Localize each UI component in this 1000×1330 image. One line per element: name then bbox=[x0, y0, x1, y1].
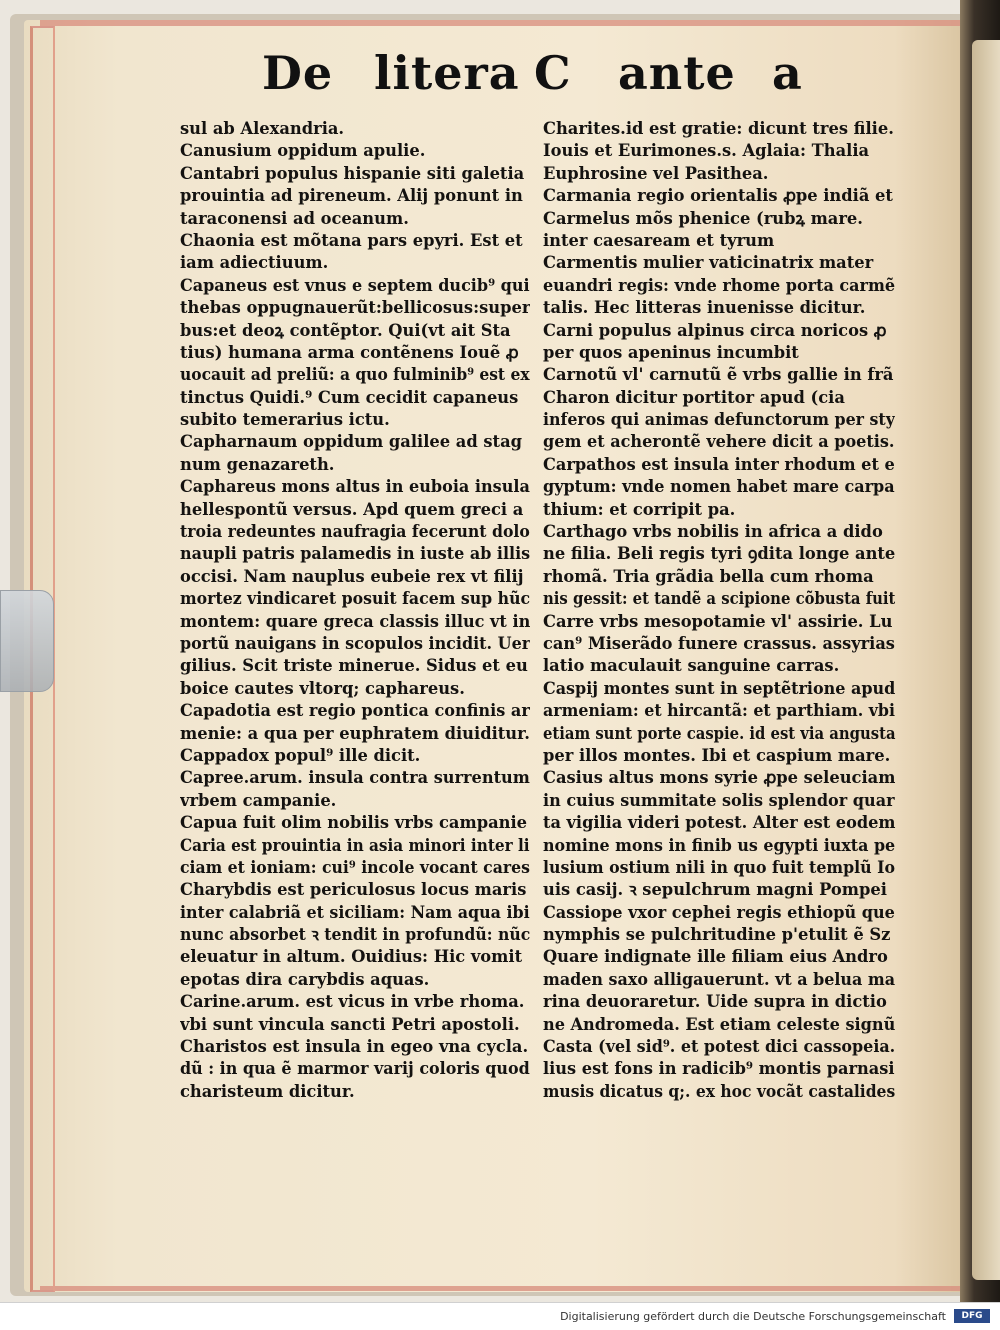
text-line: Charybdis est periculosus locus maris bbox=[180, 880, 527, 900]
text-line: Chaonia est mõtana pars epyri. Est et bbox=[180, 230, 523, 250]
text-line: talis. Hec litteras inuenisse dicitur. bbox=[543, 298, 866, 318]
text-line: Carthago vrbs nobilis in africa a dido bbox=[543, 522, 883, 542]
text-line: maden saxo alligauerunt. vt a belua ma bbox=[543, 969, 896, 989]
text-line: boice cautes vltorq; caphareus. bbox=[180, 678, 465, 698]
text-line: tius) humana arma contẽnens Iouẽ ꝓ bbox=[180, 342, 519, 362]
heading-word-c: C bbox=[534, 46, 572, 100]
text-line: nunc absorbet ꝛ tendit in profundũ: nũc bbox=[180, 925, 531, 945]
text-line: iam adiectiuum. bbox=[180, 253, 329, 273]
text-line: Carmentis mulier vaticinatrix mater bbox=[543, 253, 874, 273]
text-line: taraconensi ad oceanum. bbox=[180, 208, 409, 228]
text-line: Caphareus mons altus in euboia insula bbox=[180, 477, 530, 497]
text-line: prouintia ad pireneum. Alij ponunt in bbox=[180, 186, 523, 206]
dfg-logo: DFG bbox=[954, 1309, 990, 1323]
footer-credit: Digitalisierung gefördert durch die Deutsche Forschungsgemeinschaft bbox=[560, 1310, 946, 1323]
footer-bar bbox=[0, 1302, 1000, 1330]
text-line: euandri regis: vnde rhome porta carmẽ bbox=[543, 275, 895, 295]
text-line: latio maculauit sanguine carras. bbox=[543, 656, 840, 676]
text-line: troia redeuntes naufragia fecerunt dolo bbox=[180, 522, 530, 542]
text-line: num genazareth. bbox=[180, 454, 335, 474]
text-line: epotas dira carybdis aquas. bbox=[180, 969, 430, 989]
text-line: gyptum: vnde nomen habet mare carpa bbox=[543, 477, 895, 497]
text-line: Caria est prouintia in asia minori inter li bbox=[180, 835, 530, 855]
text-line: Caspij montes sunt in septẽtrione apud bbox=[543, 678, 896, 698]
facing-page-edge bbox=[972, 40, 1000, 1280]
text-line: musis dicatus q;. ex hoc vocãt castalides bbox=[543, 1081, 896, 1101]
text-line: inferos qui animas defunctorum per sty bbox=[543, 410, 895, 430]
text-line: subito temerarius ictu. bbox=[180, 410, 390, 430]
text-line: charisteum dicitur. bbox=[180, 1081, 355, 1101]
text-line: Cassiope vxor cephei regis ethiopũ que bbox=[543, 902, 895, 922]
text-line: uocauit ad preliũ: a quo fulminib⁹ est ex bbox=[180, 365, 530, 385]
text-line: ne filia. Beli regis tyri ꝯdita longe ante bbox=[543, 544, 895, 564]
text-line: bus:et deoꝝ contẽptor. Qui(vt ait Sta bbox=[180, 320, 511, 340]
text-line: Carine.arum. est vicus in vrbe rhoma. bbox=[180, 992, 525, 1012]
text-line: Iouis et Eurimones.s. Aglaia: Thalia bbox=[543, 141, 870, 161]
text-line: Casius altus mons syrie ꝓpe seleuciam bbox=[543, 768, 895, 788]
text-line: lius est fons in radicib⁹ montis parnasi bbox=[543, 1059, 895, 1079]
heading-word-de: De bbox=[262, 46, 334, 100]
text-line: Carre vrbs mesopotamie vl' assirie. Lu bbox=[543, 611, 893, 631]
text-line: uis casij. ꝛ sepulchrum magni Pompei bbox=[543, 880, 887, 900]
text-line: Casta (vel sid⁹. et potest dici cassopeia. bbox=[543, 1037, 896, 1057]
right-text-column bbox=[543, 118, 895, 1103]
text-line: Charon dicitur portitor apud (cia bbox=[543, 387, 845, 407]
text-line: ta vigilia videri potest. Alter est eodem bbox=[543, 813, 896, 833]
text-line: etiam sunt porte caspie. id est via angusta bbox=[543, 723, 896, 743]
text-line: per quos apeninus incumbit bbox=[543, 342, 799, 362]
text-line: Carni populus alpinus circa noricos ꝓ bbox=[543, 320, 887, 340]
text-line: Capharnaum oppidum galilee ad stag bbox=[180, 432, 523, 452]
text-line: eleuatur in altum. Ouidius: Hic vomit bbox=[180, 947, 523, 967]
heading-word-a: a bbox=[772, 46, 803, 100]
text-line: vbi sunt vincula sancti Petri apostoli. bbox=[180, 1014, 520, 1034]
text-line: Capaneus est vnus e septem ducib⁹ qui bbox=[180, 275, 530, 295]
text-line: Euphrosine vel Pasithea. bbox=[543, 163, 769, 183]
text-line: Cantabri populus hispanie siti galetia bbox=[180, 163, 525, 183]
text-line: nomine mons in finib us egypti iuxta pe bbox=[543, 835, 895, 855]
text-line: rina deuoraretur. Uide supra in dictio bbox=[543, 992, 887, 1012]
text-line: rhomã. Tria grãdia bella cum rhoma bbox=[543, 566, 874, 586]
text-line: hellespontũ versus. Apd quem greci a bbox=[180, 499, 524, 519]
text-line: ciam et ioniam: cui⁹ incole vocant cares bbox=[180, 857, 530, 877]
text-line: tinctus Quidi.⁹ Cum cecidit capaneus bbox=[180, 387, 519, 407]
page-clip bbox=[0, 590, 54, 692]
text-line: Carmania regio orientalis ꝓpe indiã et bbox=[543, 186, 893, 206]
text-line: lusium ostium nili in quo fuit templũ Io bbox=[543, 857, 896, 877]
page-edge-top bbox=[40, 20, 970, 26]
text-line: inter calabriã et siciliam: Nam aqua ibi bbox=[180, 902, 530, 922]
text-line: portũ nauigans in scopulos incidit. Uer bbox=[180, 633, 530, 653]
text-line: ne Andromeda. Est etiam celeste signũ bbox=[543, 1014, 896, 1034]
heading-word-litera: litera bbox=[374, 46, 520, 100]
text-line: Carpathos est insula inter rhodum et e bbox=[543, 454, 895, 474]
text-line: Carmelus mõs phenice (rubꝝ mare. bbox=[543, 208, 863, 228]
text-line: Quare indignate ille filiam eius Andro bbox=[543, 947, 888, 967]
text-line: naupli patris palamedis in iuste ab illis bbox=[180, 544, 530, 564]
text-line: Carnotũ vl' carnutũ ẽ vrbs gallie in frã bbox=[543, 365, 894, 385]
text-line: Charistos est insula in egeo vna cycla. bbox=[180, 1037, 529, 1057]
text-line: gem et acherontẽ vehere dicit a poetis. bbox=[543, 432, 895, 452]
text-line: nymphis se pulchritudine p'etulit ẽ Sz bbox=[543, 925, 891, 945]
heading-word-ante: ante bbox=[618, 46, 736, 100]
left-text-column bbox=[180, 118, 530, 1103]
text-line: in cuius summitate solis splendor quar bbox=[543, 790, 895, 810]
text-line: Cappadox popul⁹ ille dicit. bbox=[180, 745, 421, 765]
text-line: gilius. Scit triste minerue. Sidus et eu bbox=[180, 656, 528, 676]
text-line: inter caesaream et tyrum bbox=[543, 230, 775, 250]
text-line: armeniam: et hircantã: et parthiam. vbi bbox=[543, 701, 895, 721]
text-line: sul ab Alexandria. bbox=[180, 119, 345, 138]
text-line: dũ : in qua ẽ marmor varij coloris quod bbox=[180, 1059, 530, 1079]
page-heading bbox=[262, 46, 822, 106]
text-line: thium: et corripit pa. bbox=[543, 499, 736, 519]
text-line: Charites.id est gratie: dicunt tres filie. bbox=[543, 119, 894, 138]
text-line: nis gessit: et tandẽ a scipione cõbusta fuit bbox=[543, 589, 896, 609]
text-line: Capree.arum. insula contra surrentum bbox=[180, 768, 530, 788]
text-line: per illos montes. Ibi et caspium mare. bbox=[543, 745, 891, 765]
text-line: Canusium oppidum apulie. bbox=[180, 141, 426, 161]
text-line: Capadotia est regio pontica confinis ar bbox=[180, 701, 530, 721]
text-line: thebas oppugnauerũt:bellicosus:super bbox=[180, 298, 530, 318]
text-line: can⁹ Miserãdo funere crassus. assyrias bbox=[543, 633, 895, 653]
text-line: menie: a qua per euphratem diuiditur. bbox=[180, 723, 530, 743]
text-line: occisi. Nam nauplus eubeie rex vt filij bbox=[180, 566, 524, 586]
text-line: vrbem campanie. bbox=[180, 790, 337, 810]
text-line: montem: quare greca classis illuc vt in bbox=[180, 611, 531, 631]
page-edge-bottom bbox=[40, 1286, 970, 1291]
text-line: Capua fuit olim nobilis vrbs campanie bbox=[180, 813, 528, 833]
text-line: mortez vindicaret posuit facem sup hũc bbox=[180, 589, 531, 609]
